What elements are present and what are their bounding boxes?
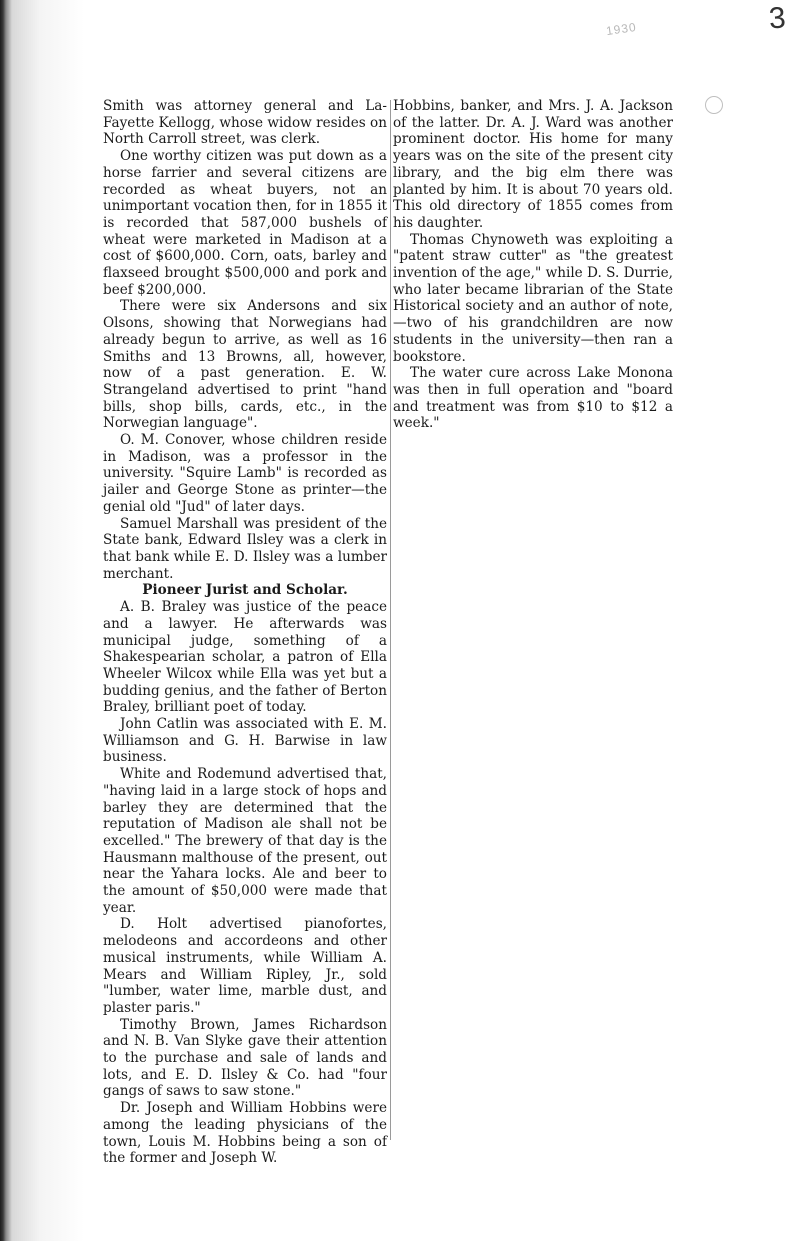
article-paragraph: Timothy Brown, James Richardson and N. B. Van Slyke gave their attention to the purchase and sale of lands and lots, and E. D. Ilsley & Co. had "four gangs of saws to saw stone." [103,1016,387,1100]
article-paragraph: Smith was attorney general and La-Fayette Kellogg, whose widow resides on North Carroll street, was clerk. [103,98,387,148]
article-paragraph: The water cure across Lake Monona was then in full operation and "board and treatment was from $10 to $12 a week." [393,365,673,432]
page-number: 3 [768,1,788,36]
article-paragraph: Thomas Chynoweth was exploiting a "patent straw cutter" as "the greatest invention of the age," while D. S. Durrie, who later became librarian of the State Historical society and an author of note,—two of his grandchildren are now students in the university—then ran a bookstore. [393,231,673,365]
article-paragraph: Dr. Joseph and William Hobbins were among the leading physicians of the town, Louis M. Hobbins being a son of the former and Joseph W. [103,1100,387,1167]
article-paragraph: Hobbins, banker, and Mrs. J. A. Jackson of the latter. Dr. A. J. Ward was another prominent doctor. His home for many years was on the site of the present city library, and the big elm there was planted by him. It is about 70 years old. This old directory of 1855 comes from his daughter. [393,98,673,231]
scan-mark [705,96,723,114]
article-paragraph: There were six Andersons and six Olsons, showing that Norwegians had already begun to arrive, as well as 16 Smiths and 13 Browns, all, however, now of a past generation. E. W. Strangeland advertised to print "hand bills, shop bills, cards, etc., in the Norwegian language". [103,298,387,432]
scan-page-edge [0,0,84,1241]
column-divider [390,100,391,1140]
article-paragraph: A. B. Braley was justice of the peace and a lawyer. He afterwards was municipal judge, something of a Shakespearian scholar, a patron of Ella Wheeler Wilcox while Ella was yet but a budding genius, and the father of Berton Braley, brilliant poet of today. [103,599,387,716]
stamp-text: 1930 [605,19,638,39]
article-paragraph: White and Rodemund advertised that, "having laid in a large stock of hops and barley they are determined that the reputation of Madison ale shall not be excelled." The brewery of that day is the Hausmann malthouse of the present, out near the Yahara locks. Ale and beer to the amount of $50,000 were made that year. [103,766,387,916]
article-paragraph: One worthy citizen was put down as a horse farrier and several citizens are recorded as wheat buyers, not an unimportant vocation then, for in 1855 it is recorded that 587,000 bushels of wheat were marketed in Madison at a cost of $600,000. Corn, oats, barley and flaxseed brought $500,000 and pork and beef $200,000. [103,148,387,298]
faded-stamp [605,19,726,102]
section-heading: Pioneer Jurist and Scholar. [142,582,348,599]
article-paragraph: Samuel Marshall was president of the State bank, Edward Ilsley was a clerk in that bank while E. D. Ilsley was a lumber merchant. [103,515,387,582]
article-paragraph: John Catlin was associated with E. M. Williamson and G. H. Barwise in law business. [103,716,387,766]
article-column-right [393,98,673,432]
article-paragraph: D. Holt advertised pianofortes, melodeons and accordeons and other musical instruments, while William A. Mears and William Ripley, Jr., sold "lumber, water lime, marble dust, and plaster paris." [103,916,387,1016]
article-column-left [103,98,387,1167]
article-paragraph: O. M. Conover, whose children reside in Madison, was a professor in the university. "Squire Lamb" is recorded as jailer and George Stone as printer—the genial old "Jud" of later days. [103,432,387,515]
